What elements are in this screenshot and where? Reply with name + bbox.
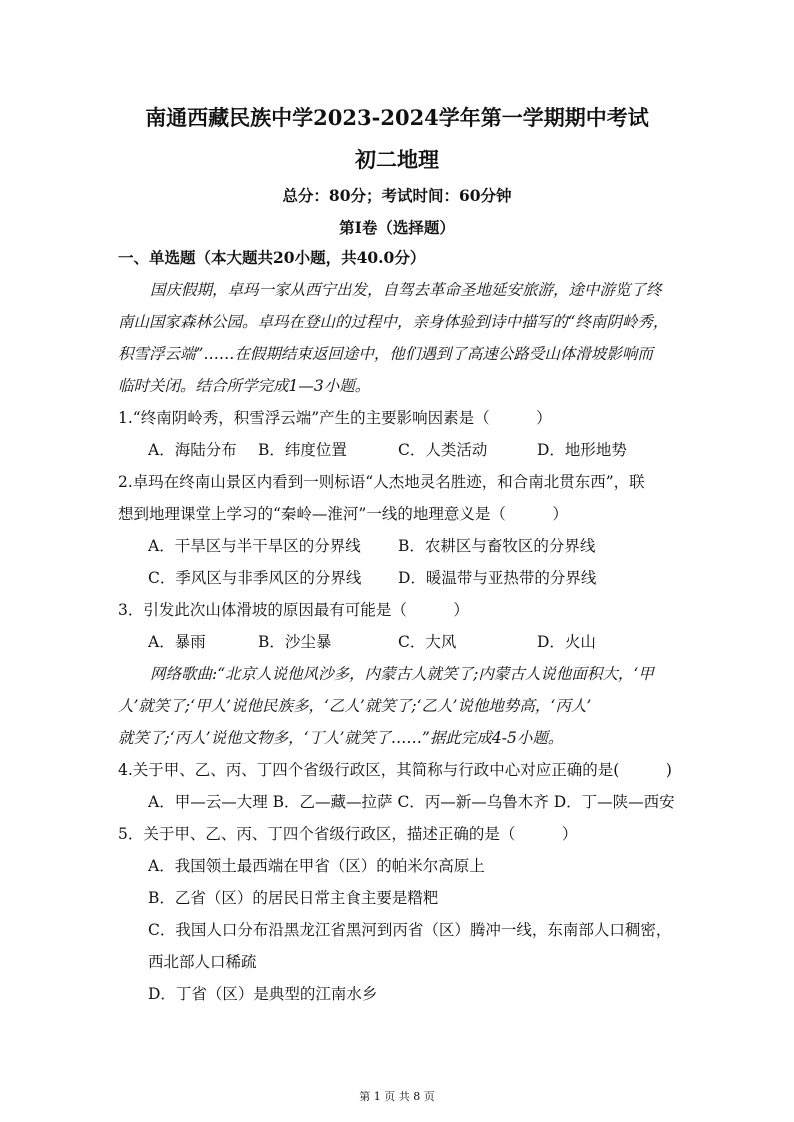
question-5-option-d: D．丁省（区）是典型的江南水乡: [148, 985, 378, 1003]
question-1-stem: 1.“终南阴岭秀，积雪浮云端”产生的主要影响因素是（ ）: [118, 409, 552, 427]
question-2-stem: 2.卓玛在终南山景区内看到一则标语“人杰地灵名胜迹，和合南北贯东西”，联: [118, 473, 645, 491]
question-5-option-c-cont: 西北部人口稀疏: [148, 953, 257, 971]
question-1-option-c: C．人类活动: [398, 441, 488, 459]
passage-line: 人’就笑了;‘甲人’说他民族多，‘乙人’就笑了;‘乙人’说他地势高，‘丙人’: [118, 697, 592, 715]
question-1-option-a: A．海陆分布: [148, 441, 237, 459]
question-5-option-b: B．乙省（区）的居民日常主食主要是糌粑: [148, 889, 439, 907]
question-5-stem: 5．关于甲、乙、丙、丁四个省级行政区，描述正确的是（ ）: [118, 825, 578, 843]
question-3-stem: 3．引发此次山体滑坡的原因最有可能是（ ）: [118, 601, 469, 619]
exam-subject: 初二地理: [355, 147, 439, 172]
volume-label: 第Ⅰ卷（选择题）: [339, 218, 455, 237]
question-3-option-b: B．沙尘暴: [258, 633, 332, 651]
question-2-stem: 想到地理课堂上学习的“秦岭—淮河”一线的地理意义是（ ）: [118, 505, 568, 523]
passage-line: 临时关闭。结合所学完成1—3小题。: [118, 377, 371, 395]
question-4-options: A．甲—云—大理 B．乙—藏—拉萨 C．丙—新—乌鲁木齐 D．丁—陕—西安: [148, 793, 675, 811]
question-2-option-a: A．干旱区与半干旱区的分界线: [148, 537, 361, 555]
passage-line: 国庆假期，卓玛一家从西宁出发，自驾去革命圣地延安旅游，途中游览了终: [150, 281, 662, 299]
question-5-option-a: A．我国领土最西端在甲省（区）的帕米尔高原上: [148, 857, 485, 875]
page-number: 第 1 页 共 8 页: [359, 1090, 435, 1103]
question-3-option-a: A．暴雨: [148, 633, 206, 651]
question-5-option-c: C．我国人口分布沿黑龙江省黑河到丙省（区）腾冲一线，东南部人口稠密，: [148, 921, 672, 939]
exam-info: 总分：80分；考试时间：60分钟: [282, 186, 512, 205]
passage-line: 南山国家森林公园。卓玛在登山的过程中，亲身体验到诗中描写的“终南阴岭秀，: [118, 313, 669, 331]
question-1-option-d: D．地形地势: [537, 441, 627, 459]
question-3-option-d: D．火山: [537, 633, 596, 651]
exam-title: 南通西藏民族中学2023-2024学年第一学期期中考试: [145, 105, 649, 130]
passage-line: 就笑了;‘丙人’说他文物多，‘丁人’就笑了……”据此完成4-5小题。: [118, 729, 564, 747]
question-1-option-b: B．纬度位置: [258, 441, 347, 459]
question-3-option-c: C．大风: [398, 633, 457, 651]
question-4-stem: 4.关于甲、乙、丙、丁四个省级行政区，其简称与行政中心对应正确的是( ): [118, 761, 672, 779]
question-2-option-b: B．农耕区与畜牧区的分界线: [398, 537, 596, 555]
question-2-option-c: C．季风区与非季风区的分界线: [148, 569, 362, 587]
passage-line: 网络歌曲:“北京人说他风沙多，内蒙古人就笑了;内蒙古人说他面积大，‘甲: [150, 665, 654, 683]
passage-line: 积雪浮云端”……在假期结束返回途中，他们遇到了高速公路受山体滑坡影响而: [118, 345, 653, 363]
section-heading: 一、单选题（本大题共20小题，共40.0分）: [118, 248, 426, 267]
question-2-option-d: D．暖温带与亚热带的分界线: [398, 569, 597, 587]
